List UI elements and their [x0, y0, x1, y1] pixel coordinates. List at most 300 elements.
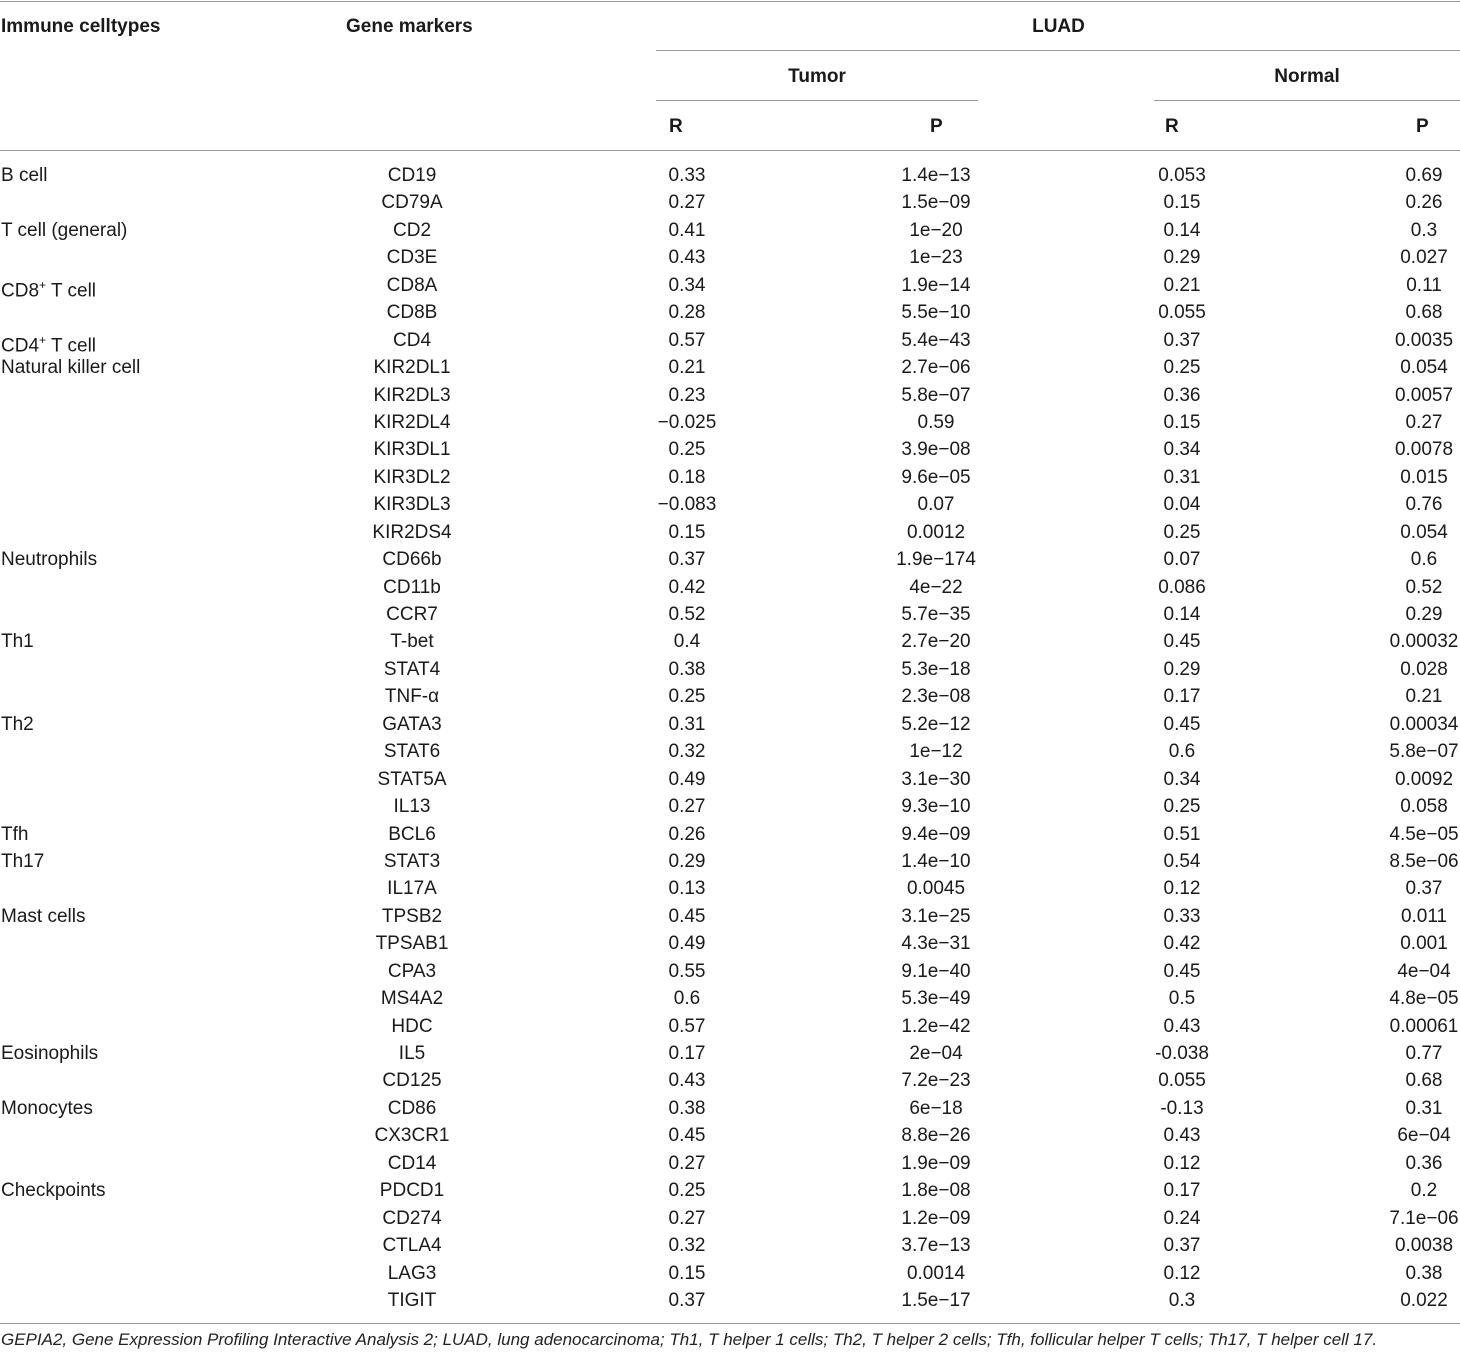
cell-tumor-r-value: 0.37 [668, 1289, 706, 1311]
table-row [0, 1040, 1460, 1067]
cell-normal-p-value: 0.058 [1400, 796, 1448, 818]
table-top-rule [0, 1, 1460, 2]
cell-tumor-p-value: 1.5e−09 [901, 192, 971, 214]
celltype-text-tail: T cell [46, 334, 97, 356]
cell-normal-p-value: 6e−04 [1397, 1125, 1451, 1147]
table-row [0, 519, 1460, 546]
header-luad-group [657, 16, 1460, 38]
cell-normal-p-value: 0.0078 [1394, 439, 1454, 461]
cell-normal-p-value: 0.3 [1410, 219, 1438, 241]
cell-tumor-p-value: 1.9e−09 [901, 1152, 971, 1174]
cell-normal-r-value: 0.42 [1163, 933, 1201, 955]
cell-tumor-p-value: 9.6e−05 [901, 466, 971, 488]
cell-immune-celltype [1, 546, 97, 573]
table-row [0, 628, 1460, 655]
cell-normal-r-value: 0.12 [1163, 878, 1201, 900]
cell-gene-marker-value: STAT5A [377, 768, 447, 790]
cell-normal-p-value: 0.015 [1400, 466, 1448, 488]
cell-normal-r-value: 0.36 [1163, 384, 1201, 406]
cell-normal-p-value: 0.31 [1405, 1097, 1443, 1119]
cell-tumor-p-value: 2.7e−20 [901, 631, 971, 653]
cell-tumor-p-value: 0.59 [917, 411, 955, 433]
cell-gene-marker-value: CCR7 [386, 604, 438, 625]
cell-immune-celltype [1, 1095, 93, 1122]
cell-gene-marker-value: LAG3 [387, 1262, 437, 1284]
cell-normal-r-value: 0.15 [1163, 192, 1201, 214]
cell-tumor-p-value: 3.1e−30 [901, 768, 971, 790]
celltype-text: Neutrophils [1, 549, 98, 571]
cell-immune-celltype [1, 711, 34, 738]
cell-normal-r-value: 0.37 [1163, 329, 1201, 351]
celltype-text: Tfh [1, 823, 29, 845]
cell-tumor-r-value: 0.33 [668, 165, 706, 186]
cell-tumor-r-value: 0.55 [668, 960, 706, 982]
cell-normal-p-value: 0.028 [1400, 658, 1448, 680]
table-row [0, 574, 1460, 601]
cell-immune-celltype [1, 1040, 98, 1067]
cell-gene-marker-value: IL13 [393, 796, 431, 818]
cell-tumor-r-value: 0.45 [668, 1125, 706, 1147]
cell-immune-celltype [1, 821, 28, 848]
cell-tumor-r-value: 0.27 [668, 796, 706, 818]
cell-normal-r-value: 0.51 [1163, 823, 1201, 845]
cell-normal-p-value: 0.76 [1405, 494, 1443, 516]
cell-tumor-p-value: 1.9e−14 [901, 274, 971, 296]
cell-normal-p-value: 8.5e−06 [1389, 850, 1459, 872]
cell-tumor-p-value: 6e−18 [909, 1097, 963, 1119]
cell-gene-marker-value: CTLA4 [382, 1235, 442, 1257]
table-row [0, 848, 1460, 875]
cell-tumor-p-value: 1e−23 [909, 247, 963, 269]
cell-normal-r-value: 0.25 [1163, 521, 1201, 543]
cell-tumor-r-value: 0.23 [668, 384, 706, 406]
cell-tumor-p-value: 2e−04 [909, 1043, 963, 1064]
cell-gene-marker-value: CD8B [386, 302, 438, 324]
cell-normal-r-value: 0.29 [1163, 658, 1201, 680]
cell-gene-marker-value: KIR2DS4 [372, 521, 452, 543]
cell-tumor-r-value: 0.18 [668, 466, 706, 488]
cell-normal-r-value: 0.053 [1158, 165, 1206, 186]
cell-normal-r-value: 0.086 [1158, 576, 1206, 598]
cell-tumor-r-value: 0.21 [668, 357, 706, 379]
cell-tumor-r-value: −0.025 [657, 411, 717, 433]
cell-gene-marker-value: KIR3DL1 [373, 439, 451, 461]
luad-underline [656, 50, 1460, 51]
cell-gene-marker-value: CD14 [387, 1152, 437, 1174]
cell-gene-marker-value: TPSAB1 [375, 933, 449, 955]
cell-gene-marker-value: CD66b [382, 549, 442, 571]
table-row [0, 1260, 1460, 1287]
header-luad-label: LUAD [1032, 16, 1085, 37]
cell-normal-p-value: 0.011 [1400, 905, 1448, 927]
cell-tumor-p-value: 0.0012 [906, 521, 966, 543]
cell-normal-r-value: 0.43 [1163, 1125, 1201, 1147]
cell-normal-r-value: 0.24 [1163, 1207, 1201, 1229]
cell-tumor-p-value: 3.1e−25 [901, 905, 971, 927]
cell-tumor-r-value: 0.15 [668, 1262, 706, 1284]
table-row [0, 793, 1460, 820]
cell-tumor-r-value: 0.4 [673, 631, 701, 653]
cell-tumor-p-value: 4e−22 [909, 576, 963, 598]
cell-normal-p-value: 0.00032 [1389, 631, 1459, 653]
cell-normal-p-value: 0.36 [1405, 1152, 1443, 1174]
cell-gene-marker-value: MS4A2 [380, 988, 444, 1010]
cell-gene-marker-value: STAT4 [383, 658, 441, 680]
cell-gene-marker-value: CD3E [386, 247, 438, 269]
cell-tumor-p-value: 1.8e−08 [901, 1180, 971, 1202]
cell-gene-marker-value: CX3CR1 [374, 1125, 450, 1147]
cell-tumor-p-value: 5.7e−35 [901, 604, 971, 625]
table-row [0, 930, 1460, 957]
header-gene-markers: Gene markers [346, 16, 473, 37]
cell-normal-r-value: 0.31 [1163, 466, 1201, 488]
table-row [0, 1287, 1460, 1314]
header-normal-r: R [1165, 116, 1179, 137]
celltype-text: Th17 [1, 850, 45, 872]
cell-gene-marker-value: IL5 [398, 1043, 426, 1064]
header-tumor [656, 66, 978, 88]
cell-normal-r-value: 0.12 [1163, 1152, 1201, 1174]
cell-gene-marker-value: BCL6 [388, 823, 436, 845]
cell-tumor-p-value: 3.7e−13 [901, 1235, 971, 1257]
table-row [0, 985, 1460, 1012]
cell-normal-p-value: 0.68 [1405, 1070, 1443, 1092]
cell-normal-r-value: 0.43 [1163, 1015, 1201, 1037]
table-row [0, 1205, 1460, 1232]
cell-gene-marker-value: KIR3DL3 [373, 494, 451, 516]
cell-tumor-r-value: 0.34 [668, 274, 706, 296]
cell-normal-r-value: 0.25 [1163, 357, 1201, 379]
cell-normal-p-value: 0.69 [1405, 165, 1443, 186]
cell-normal-r-value: 0.45 [1163, 960, 1201, 982]
cell-tumor-p-value: 8.8e−26 [901, 1125, 971, 1147]
table-row [0, 683, 1460, 710]
cell-tumor-p-value: 1.4e−10 [901, 850, 971, 872]
cell-normal-r-value: 0.21 [1163, 274, 1201, 296]
cell-gene-marker-value: STAT6 [383, 741, 441, 763]
cell-tumor-r-value: 0.29 [668, 850, 706, 872]
cell-normal-p-value: 0.2 [1410, 1180, 1438, 1202]
table-row [0, 903, 1460, 930]
cell-normal-r-value: 0.14 [1163, 219, 1201, 241]
cell-gene-marker-value: GATA3 [382, 713, 442, 735]
cell-gene-marker-value: CD19 [387, 165, 437, 186]
table-row [0, 766, 1460, 793]
cell-gene-marker-value: TPSB2 [381, 905, 443, 927]
cell-tumor-r-value: 0.27 [668, 192, 706, 214]
cell-normal-p-value: 0.0057 [1394, 384, 1454, 406]
cell-tumor-p-value: 5.4e−43 [901, 329, 971, 351]
cell-normal-r-value: 0.34 [1163, 439, 1201, 461]
cell-normal-p-value: 0.38 [1405, 1262, 1443, 1284]
cell-gene-marker-value: CD2 [393, 219, 432, 241]
cell-tumor-p-value: 7.2e−23 [901, 1070, 971, 1092]
celltype-text: Mast cells [1, 905, 86, 927]
cell-immune-celltype [1, 628, 34, 655]
cell-tumor-r-value: 0.32 [668, 1235, 706, 1257]
cell-tumor-r-value: 0.25 [668, 1180, 706, 1202]
cell-normal-p-value: 0.37 [1405, 878, 1443, 900]
celltype-superscript: + [39, 277, 47, 292]
cell-tumor-r-value: 0.57 [668, 329, 706, 351]
cell-tumor-p-value: 5.5e−10 [901, 302, 971, 324]
cell-normal-p-value: 4.5e−05 [1389, 823, 1459, 845]
cell-gene-marker-value: CD86 [387, 1097, 437, 1119]
cell-normal-r-value: 0.17 [1163, 686, 1201, 708]
cell-gene-marker-value: CD11b [383, 576, 441, 598]
cell-tumor-r-value: 0.26 [668, 823, 706, 845]
cell-tumor-r-value: 0.43 [668, 247, 706, 269]
cell-normal-p-value: 0.054 [1400, 357, 1448, 379]
cell-immune-celltype [1, 162, 47, 189]
cell-tumor-p-value: 1.2e−09 [901, 1207, 971, 1229]
cell-normal-p-value: 0.11 [1406, 274, 1442, 296]
cell-tumor-p-value: 2.3e−08 [901, 686, 971, 708]
cell-normal-r-value: 0.07 [1163, 549, 1201, 571]
cell-normal-p-value: 0.001 [1400, 933, 1448, 955]
cell-normal-p-value: 4e−04 [1397, 960, 1451, 982]
cell-normal-r-value: 0.45 [1163, 631, 1201, 653]
cell-gene-marker-value: HDC [391, 1015, 433, 1037]
cell-tumor-r-value: 0.28 [668, 302, 706, 324]
cell-immune-celltype [1, 1177, 106, 1204]
cell-tumor-r-value: 0.6 [673, 988, 701, 1010]
cell-normal-r-value: 0.54 [1163, 850, 1201, 872]
cell-gene-marker-value: KIR2DL4 [373, 411, 451, 433]
table-row [0, 299, 1460, 326]
cell-gene-marker-value: T-bet [390, 631, 434, 653]
cell-normal-p-value: 0.027 [1400, 247, 1448, 269]
cell-normal-p-value: 0.00061 [1389, 1015, 1459, 1037]
cell-tumor-r-value: 0.25 [668, 686, 706, 708]
table-row [0, 711, 1460, 738]
celltype-text: CD4 [1, 334, 40, 356]
table-row [0, 1150, 1460, 1177]
cell-tumor-r-value: 0.15 [668, 521, 706, 543]
cell-tumor-p-value: 9.3e−10 [901, 796, 971, 818]
cell-gene-marker-value: TIGIT [387, 1289, 437, 1311]
table-row [0, 436, 1460, 463]
cell-gene-marker-value: KIR3DL2 [373, 466, 451, 488]
cell-tumor-r-value: 0.31 [668, 713, 706, 735]
table-row [0, 1232, 1460, 1259]
cell-normal-r-value: 0.33 [1163, 905, 1201, 927]
cell-tumor-r-value: 0.27 [668, 1207, 706, 1229]
cell-normal-r-value: 0.12 [1163, 1262, 1201, 1284]
celltype-text-tail: T cell [46, 280, 97, 302]
cell-gene-marker-value: CD125 [382, 1070, 442, 1092]
cell-tumor-r-value: 0.32 [668, 741, 706, 763]
cell-normal-p-value: 0.054 [1400, 521, 1448, 543]
header-tumor-label: Tumor [788, 66, 846, 87]
cell-normal-p-value: 0.0092 [1394, 768, 1454, 790]
normal-underline [1154, 100, 1460, 101]
cell-tumor-r-value: 0.38 [668, 1097, 706, 1119]
celltype-text: B cell [1, 165, 48, 186]
cell-gene-marker-value: PDCD1 [379, 1180, 445, 1202]
table-footnote: GEPIA2, Gene Expression Profiling Interactive Analysis 2; LUAD, lung adenocarcinoma; Th1, T helper 1 cells; Th2, T helper 2 cells; Tfh, follicular helper T cells; Th17, T helper cell 17. [1, 1330, 1378, 1349]
table-row [0, 1122, 1460, 1149]
table-row [0, 1013, 1460, 1040]
celltype-text: CD8 [1, 280, 40, 302]
cell-normal-r-value: 0.04 [1163, 494, 1201, 516]
celltype-text: Natural killer cell [1, 357, 141, 379]
table-row [0, 244, 1460, 271]
cell-gene-marker-value: STAT3 [383, 850, 441, 872]
cell-gene-marker-value: TNF-α [384, 686, 440, 708]
cell-tumor-p-value: 1.2e−42 [901, 1015, 971, 1037]
table-row [0, 189, 1460, 216]
cell-gene-marker-value: CD4 [393, 329, 432, 351]
table-row [0, 1067, 1460, 1094]
cell-normal-p-value: 7.1e−06 [1389, 1207, 1459, 1229]
cell-tumor-p-value: 1.9e−174 [896, 549, 976, 571]
cell-normal-r-value: 0.3 [1168, 1289, 1196, 1311]
cell-normal-r-value: 0.45 [1163, 713, 1201, 735]
header-normal [1154, 66, 1460, 88]
cell-tumor-r-value: 0.45 [668, 905, 706, 927]
cell-immune-celltype [1, 217, 127, 244]
cell-normal-p-value: 0.00034 [1389, 713, 1459, 735]
cell-gene-marker-value: CD274 [382, 1207, 442, 1229]
cell-tumor-r-value: 0.38 [668, 658, 706, 680]
cell-tumor-p-value: 2.7e−06 [901, 357, 971, 379]
cell-normal-p-value: 0.29 [1405, 604, 1443, 625]
cell-normal-p-value: 0.21 [1405, 686, 1443, 708]
cell-tumor-p-value: 5.3e−18 [901, 658, 971, 680]
table-row [0, 738, 1460, 765]
header-tumor-p: P [930, 116, 943, 137]
header-tumor-r: R [669, 116, 683, 137]
cell-normal-p-value: 0.6 [1410, 549, 1438, 571]
cell-normal-p-value: 0.0038 [1394, 1235, 1454, 1257]
cell-tumor-r-value: 0.49 [668, 933, 706, 955]
cell-gene-marker-value: KIR2DL3 [373, 384, 451, 406]
table-row [0, 656, 1460, 683]
cell-tumor-r-value: 0.49 [668, 768, 706, 790]
table-row [0, 1095, 1460, 1122]
celltype-text: Monocytes [1, 1097, 93, 1119]
table-row [0, 491, 1460, 518]
celltype-text: Th1 [1, 631, 34, 653]
cell-normal-r-value: 0.34 [1163, 768, 1201, 790]
table-row [0, 875, 1460, 902]
cell-tumor-p-value: 1.4e−13 [901, 165, 971, 186]
table-row [0, 217, 1460, 244]
table-row [0, 354, 1460, 381]
cell-tumor-r-value: −0.083 [657, 494, 717, 516]
table-bottom-rule [0, 1323, 1460, 1324]
cell-gene-marker-value: CPA3 [387, 960, 437, 982]
cell-normal-r-value: 0.17 [1163, 1180, 1201, 1202]
cell-tumor-r-value: 0.17 [668, 1043, 706, 1064]
cell-tumor-r-value: 0.43 [668, 1070, 706, 1092]
cell-normal-r-value: 0.5 [1168, 988, 1196, 1010]
celltype-superscript: + [39, 332, 47, 347]
table-row [0, 162, 1460, 189]
header-normal-label: Normal [1274, 66, 1340, 87]
table-row [0, 1177, 1460, 1204]
cell-tumor-r-value: 0.13 [668, 878, 706, 900]
header-normal-p: P [1416, 116, 1429, 137]
cell-normal-p-value: 4.8e−05 [1389, 988, 1459, 1010]
celltype-text: Checkpoints [1, 1180, 106, 1202]
cell-normal-r-value: 0.6 [1168, 741, 1196, 763]
cell-normal-p-value: 0.52 [1405, 576, 1443, 598]
cell-normal-r-value: 0.14 [1163, 604, 1201, 625]
cell-normal-r-value: -0.038 [1155, 1043, 1209, 1064]
cell-immune-celltype [1, 903, 85, 930]
cell-tumor-p-value: 5.2e−12 [901, 713, 971, 735]
cell-tumor-p-value: 0.0045 [906, 878, 966, 900]
cell-immune-celltype [1, 354, 140, 381]
cell-normal-r-value: 0.15 [1163, 411, 1201, 433]
table-row [0, 546, 1460, 573]
cell-tumor-p-value: 5.3e−49 [901, 988, 971, 1010]
cell-immune-celltype [1, 848, 44, 875]
cell-tumor-r-value: 0.42 [668, 576, 706, 598]
table-row [0, 464, 1460, 491]
table-body [0, 162, 1460, 1314]
cell-tumor-p-value: 1e−20 [909, 219, 963, 241]
cell-gene-marker-value: KIR2DL1 [373, 357, 451, 379]
table-row [0, 958, 1460, 985]
table-row [0, 821, 1460, 848]
table-row [0, 409, 1460, 436]
cell-tumor-p-value: 0.0014 [906, 1262, 966, 1284]
cell-normal-p-value: 5.8e−07 [1389, 741, 1459, 763]
cell-normal-p-value: 0.26 [1405, 192, 1443, 214]
cell-normal-r-value: 0.055 [1158, 302, 1206, 324]
table-row [0, 272, 1460, 302]
cell-normal-p-value: 0.68 [1405, 302, 1443, 324]
header-bottom-rule [0, 150, 1460, 151]
cell-gene-marker-value: CD8A [386, 274, 438, 296]
table-row [0, 327, 1460, 354]
tumor-underline [656, 100, 978, 101]
cell-tumor-r-value: 0.41 [668, 219, 706, 241]
cell-normal-r-value: -0.13 [1160, 1097, 1204, 1119]
table-row [0, 382, 1460, 409]
cell-normal-r-value: 0.29 [1163, 247, 1201, 269]
celltype-text: Th2 [1, 713, 34, 735]
cell-normal-p-value: 0.77 [1405, 1043, 1443, 1064]
cell-tumor-p-value: 1.5e−17 [901, 1289, 971, 1311]
cell-normal-r-value: 0.37 [1163, 1235, 1201, 1257]
cell-normal-r-value: 0.055 [1158, 1070, 1206, 1092]
cell-normal-p-value: 0.27 [1405, 411, 1443, 433]
cell-tumor-p-value: 4.3e−31 [901, 933, 971, 955]
cell-tumor-p-value: 0.07 [917, 494, 955, 516]
celltype-text: T cell (general) [1, 219, 128, 241]
cell-normal-r-value: 0.25 [1163, 796, 1201, 818]
cell-tumor-p-value: 9.4e−09 [901, 823, 971, 845]
cell-gene-marker-value: IL17A [387, 878, 437, 900]
cell-tumor-p-value: 9.1e−40 [901, 960, 971, 982]
cell-normal-p-value: 0.022 [1400, 1289, 1448, 1311]
cell-tumor-p-value: 1e−12 [909, 741, 963, 763]
header-immune-celltypes: Immune celltypes [1, 16, 161, 37]
table-row [0, 601, 1460, 628]
cell-tumor-r-value: 0.52 [668, 604, 706, 625]
cell-tumor-r-value: 0.57 [668, 1015, 706, 1037]
cell-tumor-r-value: 0.27 [668, 1152, 706, 1174]
cell-tumor-p-value: 5.8e−07 [901, 384, 971, 406]
cell-gene-marker-value: CD79A [381, 192, 443, 214]
cell-tumor-p-value: 3.9e−08 [901, 439, 971, 461]
cell-normal-p-value: 0.0035 [1394, 329, 1454, 351]
cell-tumor-r-value: 0.25 [668, 439, 706, 461]
